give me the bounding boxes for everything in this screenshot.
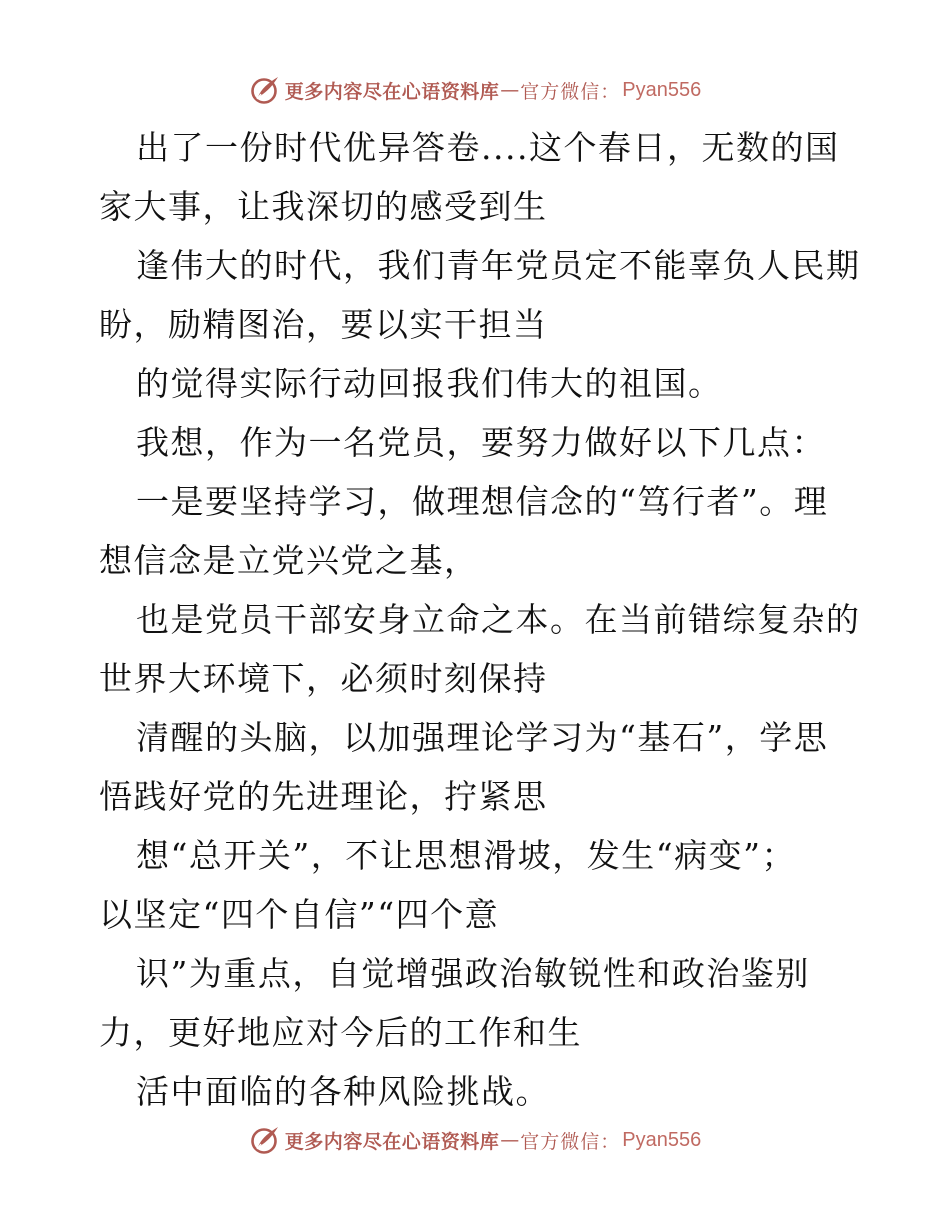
body-line: 我想，作为一名党员，要努力做好以下几点： [136, 423, 826, 462]
footer-banner [0, 1120, 950, 1160]
body-line: 的觉得实际行动回报我们伟大的祖国。 [136, 364, 723, 403]
body-line: 识”为重点，自觉增强政治敏锐性和政治鉴别 [136, 954, 810, 993]
header-banner [0, 70, 950, 110]
body-line: 出了一份时代优异答卷....这个春日，无数的国 [136, 128, 840, 167]
body-line: 一是要坚持学习，做理想信念的“笃行者”。理 [136, 482, 829, 521]
header-wechat-label: 官方微信： [520, 80, 621, 103]
body-line: 以坚定“四个自信”“四个意 [99, 895, 500, 934]
body-line: 清醒的头脑，以加强理论学习为“基石”，学思 [136, 718, 829, 757]
body-line: 盼，励精图治，要以实干担当 [99, 305, 548, 344]
quill-logo-icon [249, 1124, 281, 1156]
document-body [99, 118, 859, 1121]
body-line: 家大事，让我深切的感受到生 [99, 187, 548, 226]
body-line: 想信念是立党兴党之基， [99, 541, 479, 580]
body-line: 也是党员干部安身立命之本。在当前错综复杂的 [136, 600, 861, 639]
header-wechat-id: Pyan556 [622, 78, 702, 101]
body-line: 悟践好党的先进理论，拧紧思 [99, 777, 548, 816]
quill-logo-icon [249, 74, 281, 106]
header-dash: — [500, 79, 520, 101]
body-line: 想“总开关”，不让思想滑坡，发生“病变”； [136, 836, 796, 875]
header-site-name: 更多内容尽在心语资料库 [284, 80, 500, 103]
body-line: 世界大环境下，必须时刻保持 [99, 659, 548, 698]
body-line: 逢伟大的时代，我们青年党员定不能辜负人民期 [136, 246, 861, 285]
footer-dash: — [500, 1129, 520, 1151]
footer-wechat-id: Pyan556 [622, 1128, 702, 1151]
body-line: 活中面临的各种风险挑战。 [136, 1072, 550, 1111]
footer-site-name: 更多内容尽在心语资料库 [284, 1130, 500, 1153]
footer-wechat-label: 官方微信： [520, 1130, 621, 1153]
body-line: 力，更好地应对今后的工作和生 [99, 1013, 582, 1052]
